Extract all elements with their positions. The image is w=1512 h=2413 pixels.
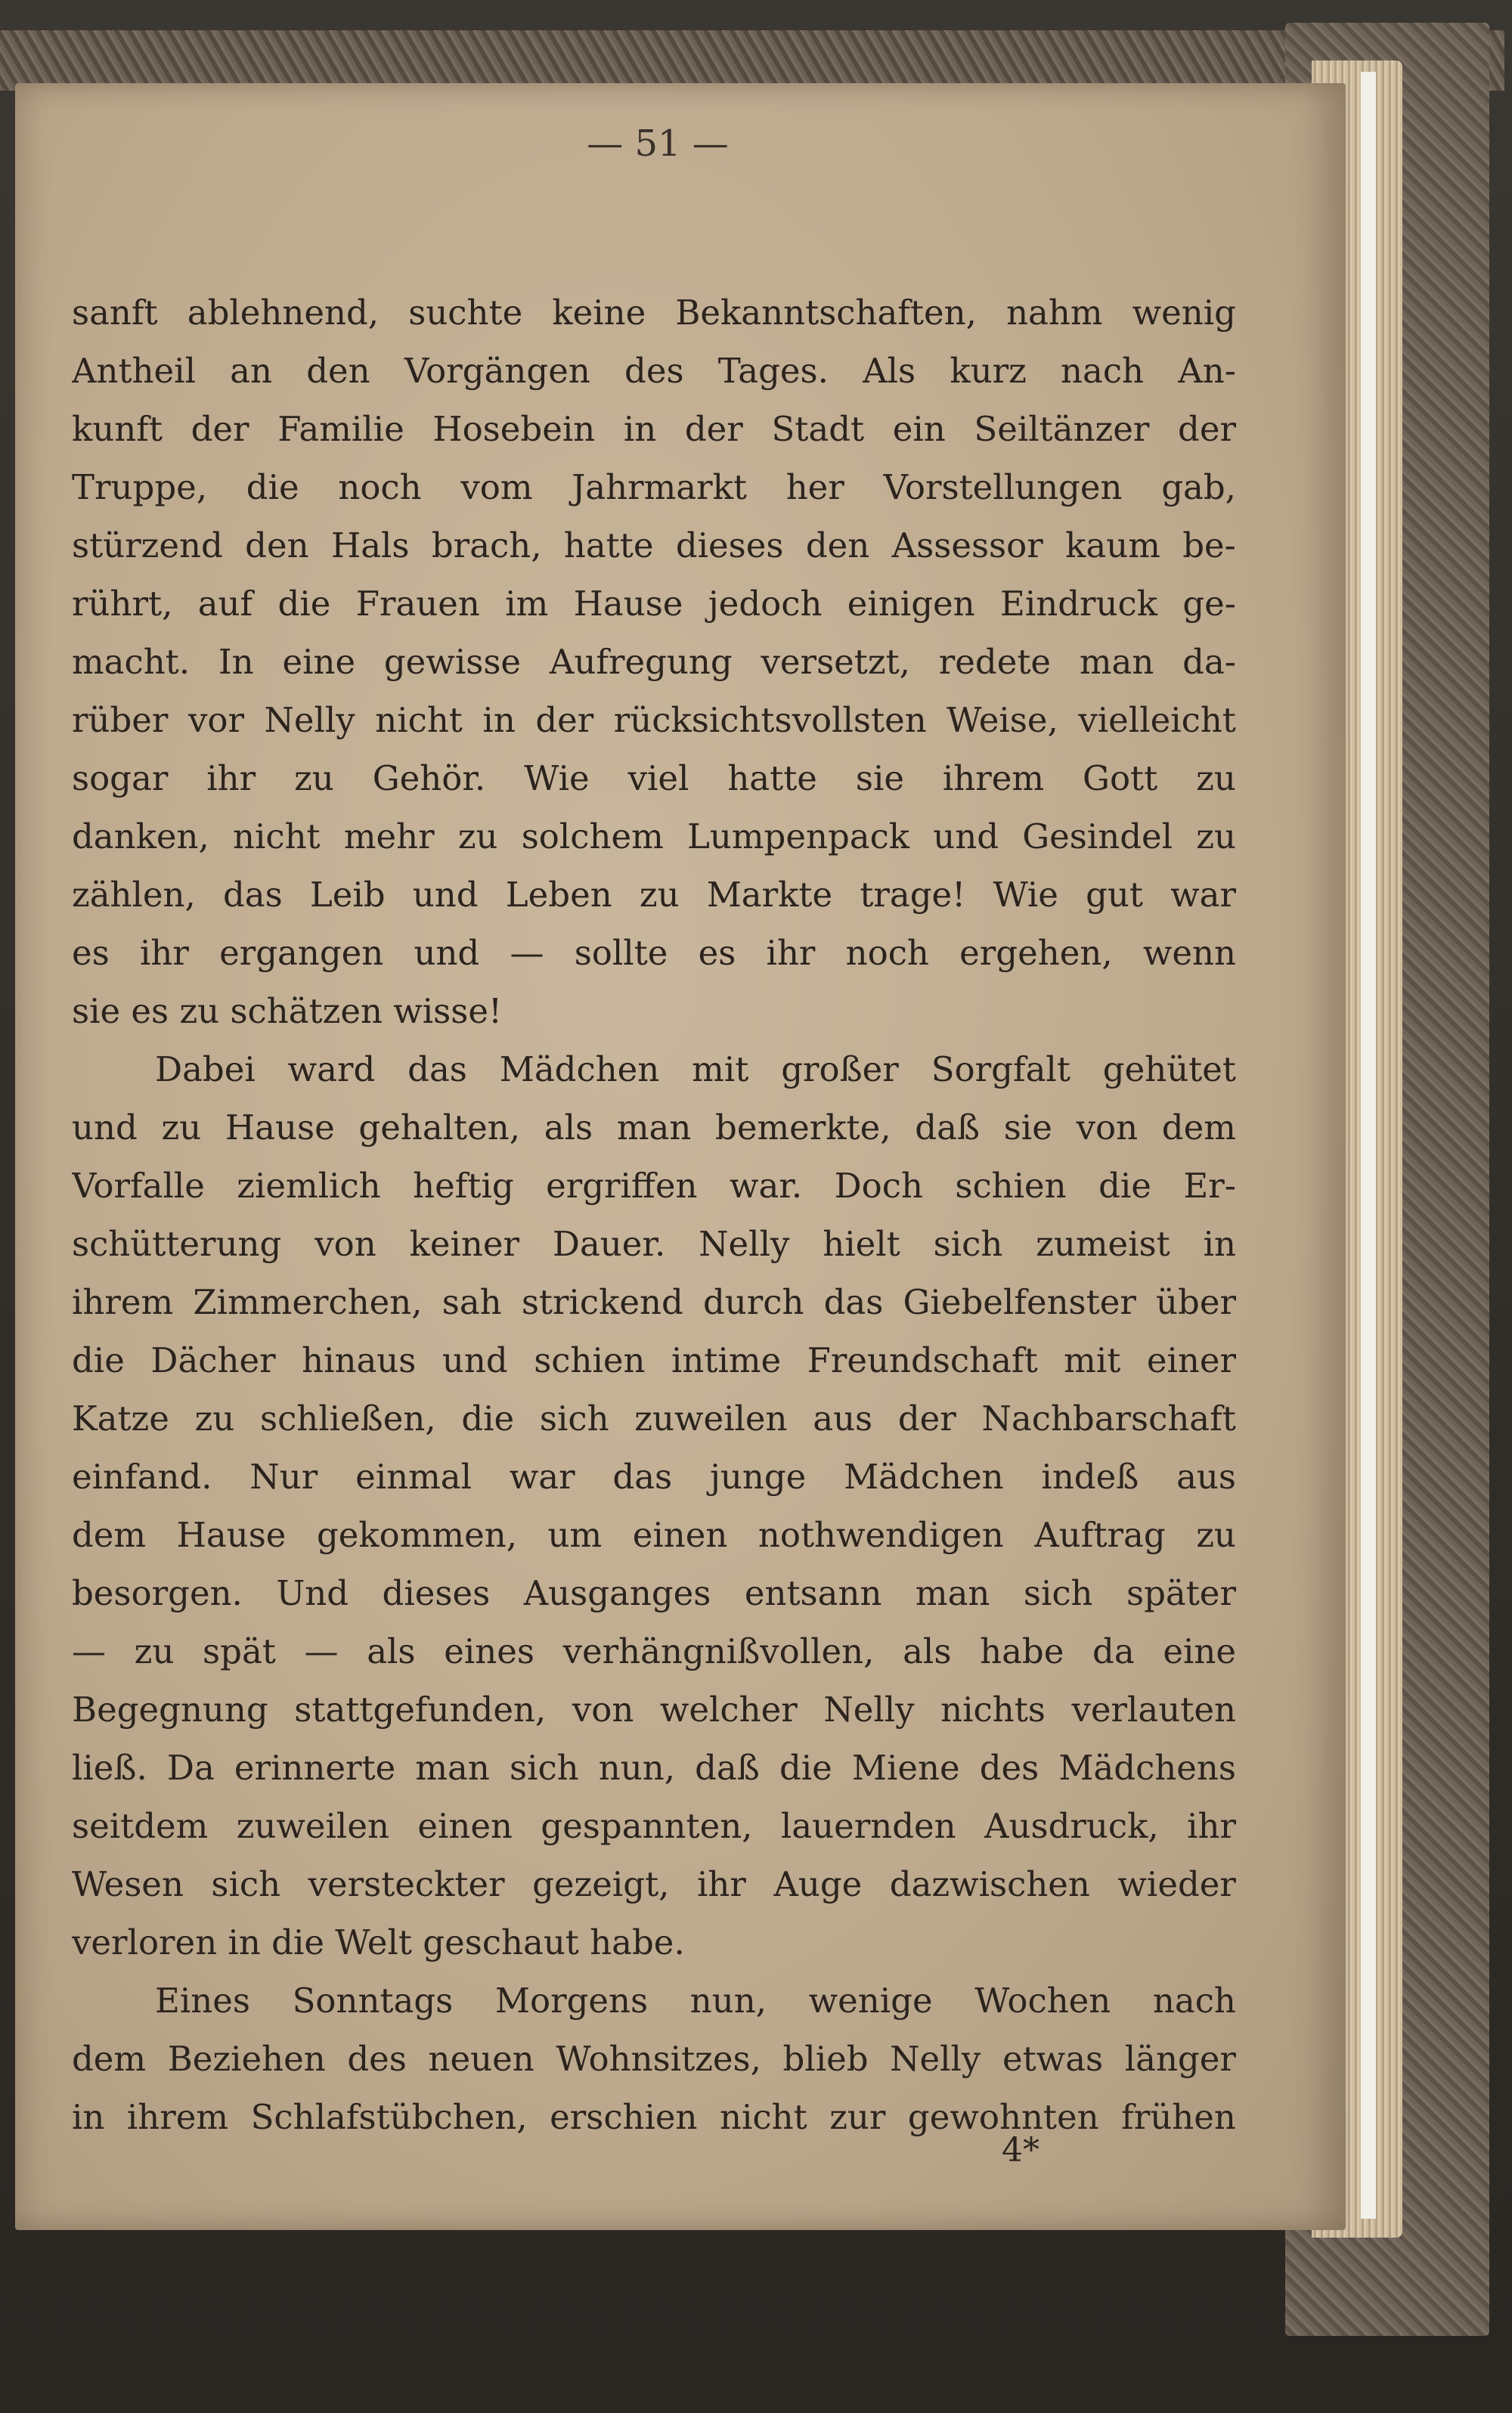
body-text [72, 283, 1236, 2146]
text-line: die Dächer hinaus und schien intime Freundschaft mit einer [72, 1340, 1236, 1380]
text-line: Dabei ward das Mädchen mit großer Sorgfalt gehütet [155, 1049, 1236, 1089]
text-line: sogar ihr zu Gehör. Wie viel hatte sie ihrem Gott zu [72, 758, 1236, 798]
text-line: danken, nicht mehr zu solchem Lumpenpack und Gesindel zu [72, 816, 1236, 856]
text-line: in ihrem Schlafstübchen, erschien nicht zur gewohnten frühen [72, 2097, 1236, 2137]
text-line: und zu Hause gehalten, als man bemerkte, daß sie von dem [72, 1107, 1236, 1148]
text-line: seitdem zuweilen einen gespannten, lauernden Ausdruck, ihr [72, 1806, 1236, 1846]
signature-mark: 4* [1002, 2131, 1040, 2170]
text-line: ihrem Zimmerchen, sah strickend durch das Giebelfenster über [72, 1282, 1236, 1322]
text-line: Truppe, die noch vom Jahrmarkt her Vorstellungen gab, [72, 467, 1236, 507]
text-line: stürzend den Hals brach, hatte dieses den Assessor kaum be- [72, 525, 1236, 565]
text-line: Wesen sich versteckter gezeigt, ihr Auge dazwischen wieder [72, 1864, 1236, 1904]
text-line: zählen, das Leib und Leben zu Markte trage! Wie gut war [72, 875, 1236, 915]
text-line: dem Hause gekommen, um einen nothwendigen Auftrag zu [72, 1515, 1236, 1555]
text-line: macht. In eine gewisse Aufregung versetzt, redete man da- [72, 642, 1236, 682]
book-cover-top-edge [0, 30, 1504, 91]
text-line: ließ. Da erinnerte man sich nun, daß die Miene des Mädchens [72, 1748, 1236, 1788]
page-number-header: — 51 — [587, 122, 729, 165]
text-line: Antheil an den Vorgängen des Tages. Als kurz nach An- [72, 351, 1236, 391]
text-line: Vorfalle ziemlich heftig ergriffen war. Doch schien die Er- [72, 1166, 1236, 1206]
text-line: schütterung von keiner Dauer. Nelly hielt sich zumeist in [72, 1224, 1236, 1264]
text-line: einfand. Nur einmal war das junge Mädchen indeß aus [72, 1457, 1236, 1497]
text-line: Begegnung stattgefunden, von welcher Nelly nichts verlauten [72, 1690, 1236, 1730]
text-line: rüber vor Nelly nicht in der rücksichtsvollsten Weise, vielleicht [72, 700, 1236, 740]
text-line: Eines Sonntags Morgens nun, wenige Wochen nach [155, 1981, 1236, 2021]
text-line: verloren in die Welt geschaut habe. [72, 1922, 685, 1962]
text-line: besorgen. Und dieses Ausganges entsann man sich später [72, 1573, 1236, 1613]
text-line: sanft ablehnend, suchte keine Bekanntschaften, nahm wenig [72, 293, 1236, 333]
text-line: — zu spät — als eines verhängnißvollen, als habe da eine [72, 1631, 1236, 1671]
text-line: rührt, auf die Frauen im Hause jedoch einigen Eindruck ge- [72, 584, 1236, 624]
text-line: es ihr ergangen und — sollte es ihr noch ergehen, wenn [72, 933, 1236, 973]
page-edge-highlight [1361, 72, 1376, 2219]
text-line: dem Beziehen des neuen Wohnsitzes, blieb Nelly etwas länger [72, 2039, 1236, 2079]
text-line: kunft der Familie Hosebein in der Stadt ein Seiltänzer der [72, 409, 1236, 449]
text-line: sie es zu schätzen wisse! [72, 991, 503, 1031]
text-line: Katze zu schließen, die sich zuweilen aus der Nachbarschaft [72, 1399, 1236, 1439]
